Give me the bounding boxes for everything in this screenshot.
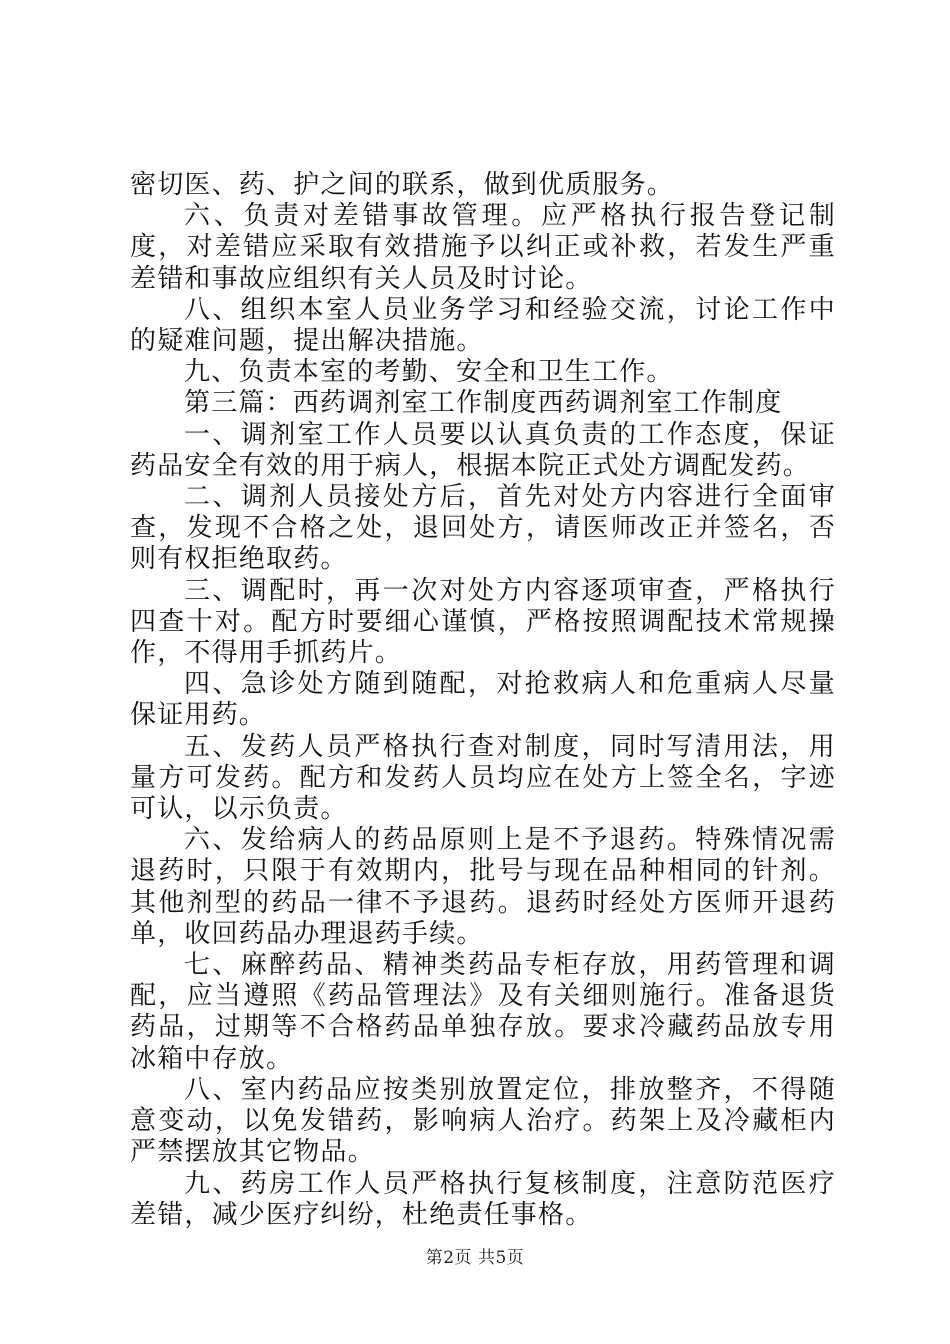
paragraph-rule-1: 一、调剂室工作人员要以认真负责的工作态度，保证药品安全有效的用于病人，根据本院正式处方调配发药。 [130, 419, 836, 481]
paragraph-rule-6: 六、发给病人的药品原则上是不予退药。特殊情况需退药时，只限于有效期内，批号与现在品种相同的针剂。其他剂型的药品一律不予退药。退药时经处方医师开退药单，收回药品办理退药手续。 [130, 825, 836, 949]
paragraph-rule-3: 三、调配时，再一次对处方内容逐项审查，严格执行四查十对。配方时要细心谨慎，严格按照调配技术常规操作，不得用手抓药片。 [130, 575, 836, 669]
paragraph-rule-8: 八、室内药品应按类别放置定位，排放整齐，不得随意变动，以免发错药，影响病人治疗。药架上及冷藏柜内严禁摆放其它物品。 [130, 1074, 836, 1168]
paragraph-rule-7: 七、麻醉药品、精神类药品专柜存放，用药管理和调配，应当遵照《药品管理法》及有关细则施行。准备退货药品，过期等不合格药品单独存放。要求冷藏药品放专用冰箱中存放。 [130, 950, 836, 1074]
paragraph-rule-9: 九、药房工作人员严格执行复核制度，注意防范医疗差错，减少医疗纠纷，杜绝责任事格。 [130, 1168, 836, 1230]
paragraph-item-6-error-management: 六、负责对差错事故管理。应严格执行报告登记制度，对差错应采取有效措施予以纠正或补救，若发生严重差错和事故应组织有关人员及时讨论。 [130, 201, 836, 294]
paragraph-item-9-attendance: 九、负责本室的考勤、安全和卫生工作。 [184, 357, 674, 388]
paragraph-item-8-staff-study: 八、组织本室人员业务学习和经验交流，讨论工作中的疑难问题，提出解决措施。 [130, 294, 836, 357]
document-body [130, 170, 836, 1231]
section-heading: 第三篇：西药调剂室工作制度西药调剂室工作制度 [184, 388, 783, 419]
paragraph-rule-4: 四、急诊处方随到随配，对抢救病人和危重病人尽量保证用药。 [130, 669, 836, 731]
paragraph-rule-2: 二、调剂人员接处方后，首先对处方内容进行全面审查，发现不合格之处，退回处方，请医师改正并签名，否则有权拒绝取药。 [130, 482, 836, 575]
paragraph-continuation: 密切医、药、护之间的联系，做到优质服务。 [130, 170, 675, 200]
page-number-footer: 第2页 共5页 [425, 1248, 525, 1268]
paragraph-rule-5: 五、发药人员严格执行查对制度，同时写清用法，用量方可发药。配方和发药人员均应在处方上签全名，字迹可认，以示负责。 [130, 731, 836, 825]
